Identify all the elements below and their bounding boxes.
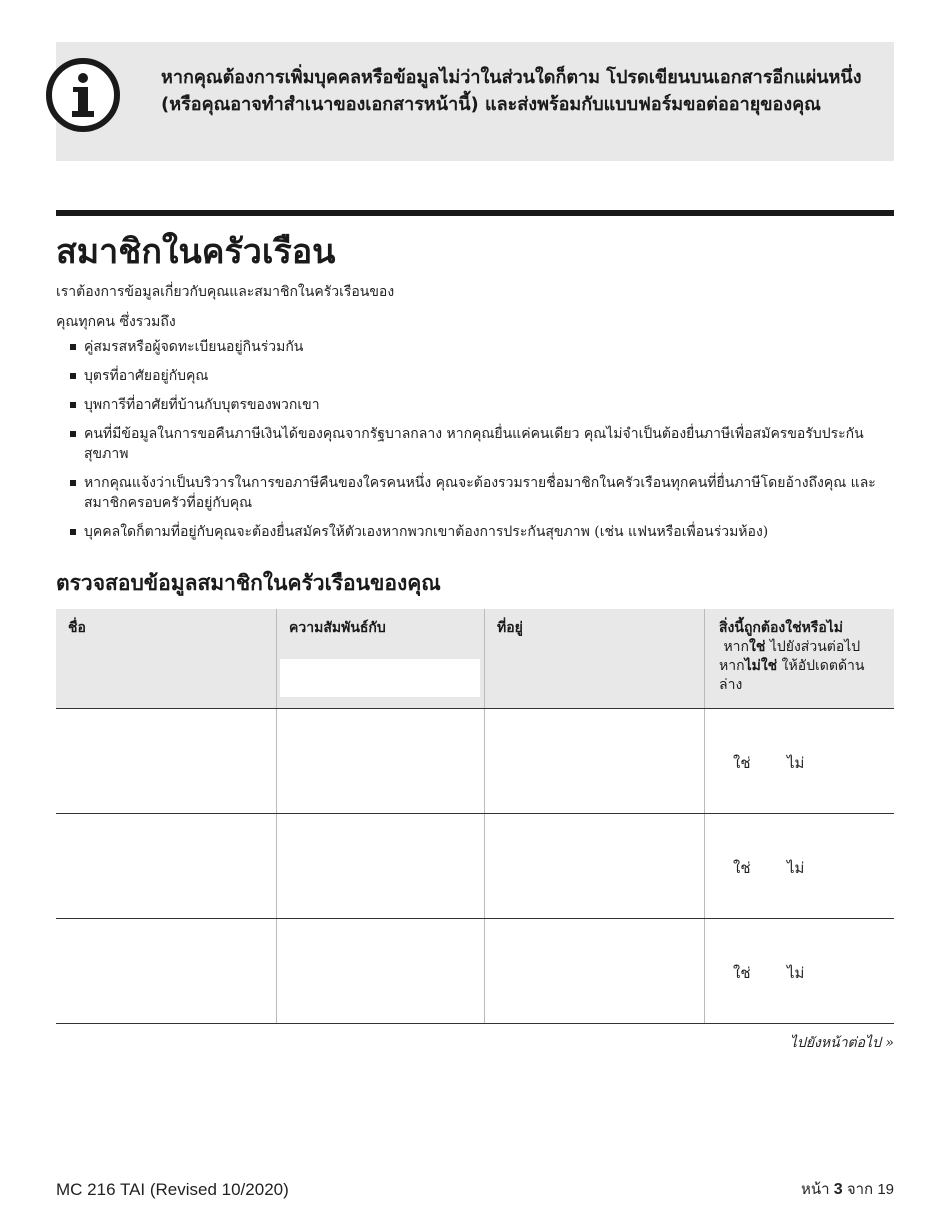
bullet-icon — [70, 480, 76, 486]
no-option[interactable]: ไม่ — [787, 964, 805, 982]
section-divider — [56, 210, 894, 216]
yes-option[interactable]: ใช่ — [733, 964, 751, 982]
header-correct-note: หากใช่ ไปยังส่วนต่อไป หากไม่ใช่ ให้อัปเดตด้านล่าง — [719, 639, 865, 693]
bullet-icon — [70, 402, 76, 408]
check-section-title: ตรวจสอบข้อมูลสมาชิกในครัวเรือนของคุณ — [56, 571, 441, 595]
no-option[interactable]: ไม่ — [787, 859, 805, 877]
bullet-icon — [70, 344, 76, 350]
relationship-cell[interactable] — [276, 709, 484, 813]
table-header — [56, 609, 894, 709]
info-callout — [56, 42, 894, 161]
list-item: บุตรที่อาศัยอยู่กับคุณ — [70, 366, 892, 386]
relationship-to-field[interactable] — [280, 659, 480, 697]
bullet-icon — [70, 373, 76, 379]
correct-cell — [704, 814, 894, 918]
list-item: คนที่มีข้อมูลในการขอคืนภาษีเงินได้ของคุณจากรัฐบาลกลาง หากคุณยื่นแค่คนเดียว คุณไม่จำเป็นต้องยื่นภาษีเพื่อสมัครขอรับประกันสุขภาพ — [70, 424, 892, 464]
name-cell[interactable] — [56, 919, 276, 1023]
next-page-note: ไปยังหน้าต่อไป » — [789, 1035, 894, 1051]
page-number: หน้า 3 จาก 19 — [801, 1181, 894, 1198]
table-row — [56, 814, 894, 919]
intro-line-1: เราต้องการข้อมูลเกี่ยวกับคุณและสมาชิกในครัวเรือนของ — [56, 284, 395, 300]
table-row — [56, 709, 894, 814]
intro-line-2: คุณทุกคน ซึ่งรวมถึง — [56, 314, 176, 330]
address-cell[interactable] — [484, 709, 704, 813]
table-row — [56, 919, 894, 1024]
household-table — [56, 609, 894, 1024]
bullet-icon — [70, 431, 76, 437]
bullet-icon — [70, 529, 76, 535]
name-cell[interactable] — [56, 709, 276, 813]
header-correct: สิ่งนี้ถูกต้องใช่หรือไม่ หากใช่ ไปยังส่วนต่อไป หากไม่ใช่ ให้อัปเดตด้านล่าง — [704, 609, 894, 708]
form-id: MC 216 TAI (Revised 10/2020) — [56, 1180, 289, 1199]
household-member-list — [70, 337, 892, 551]
list-item: บุพการีที่อาศัยที่บ้านกับบุตรของพวกเขา — [70, 395, 892, 415]
correct-cell — [704, 709, 894, 813]
list-item: บุคคลใดก็ตามที่อยู่กับคุณจะต้องยื่นสมัครให้ตัวเองหากพวกเขาต้องการประกันสุขภาพ (เช่น แฟนหรือเพื่อนร่วมห้อง) — [70, 522, 892, 542]
correct-cell — [704, 919, 894, 1023]
list-item: คู่สมรสหรือผู้จดทะเบียนอยู่กินร่วมกัน — [70, 337, 892, 357]
address-cell[interactable] — [484, 919, 704, 1023]
yes-option[interactable]: ใช่ — [733, 859, 751, 877]
no-option[interactable]: ไม่ — [787, 754, 805, 772]
section-title: สมาชิกในครัวเรือน — [56, 232, 336, 272]
name-cell[interactable] — [56, 814, 276, 918]
list-item: หากคุณแจ้งว่าเป็นบริวารในการขอภาษีคืนของใครคนหนึ่ง คุณจะต้องรวมรายชื่อมาชิกในครัวเรือนทุกคนที่ยื่นภาษีโดยอ้างถึงคุณ และสมาชิกครอบครัวที่อยู่กับคุณ — [70, 473, 892, 513]
header-relationship: ความสัมพันธ์กับ — [276, 609, 484, 708]
relationship-cell[interactable] — [276, 919, 484, 1023]
yes-option[interactable]: ใช่ — [733, 754, 751, 772]
relationship-cell[interactable] — [276, 814, 484, 918]
info-text: หากคุณต้องการเพิ่มบุคคลหรือข้อมูลไม่ว่าในส่วนใดก็ตาม โปรดเขียนบนเอกสารอีกแผ่นหนึ่ง (หรือคุณอาจทำสำเนาของเอกสารหน้านี้) และส่งพร้อมกับแบบฟอร์มขอต่ออายุของคุณ — [161, 67, 862, 115]
header-address: ที่อยู่ — [484, 609, 704, 708]
address-cell[interactable] — [484, 814, 704, 918]
info-icon — [44, 56, 122, 134]
header-name: ชื่อ — [68, 620, 86, 636]
